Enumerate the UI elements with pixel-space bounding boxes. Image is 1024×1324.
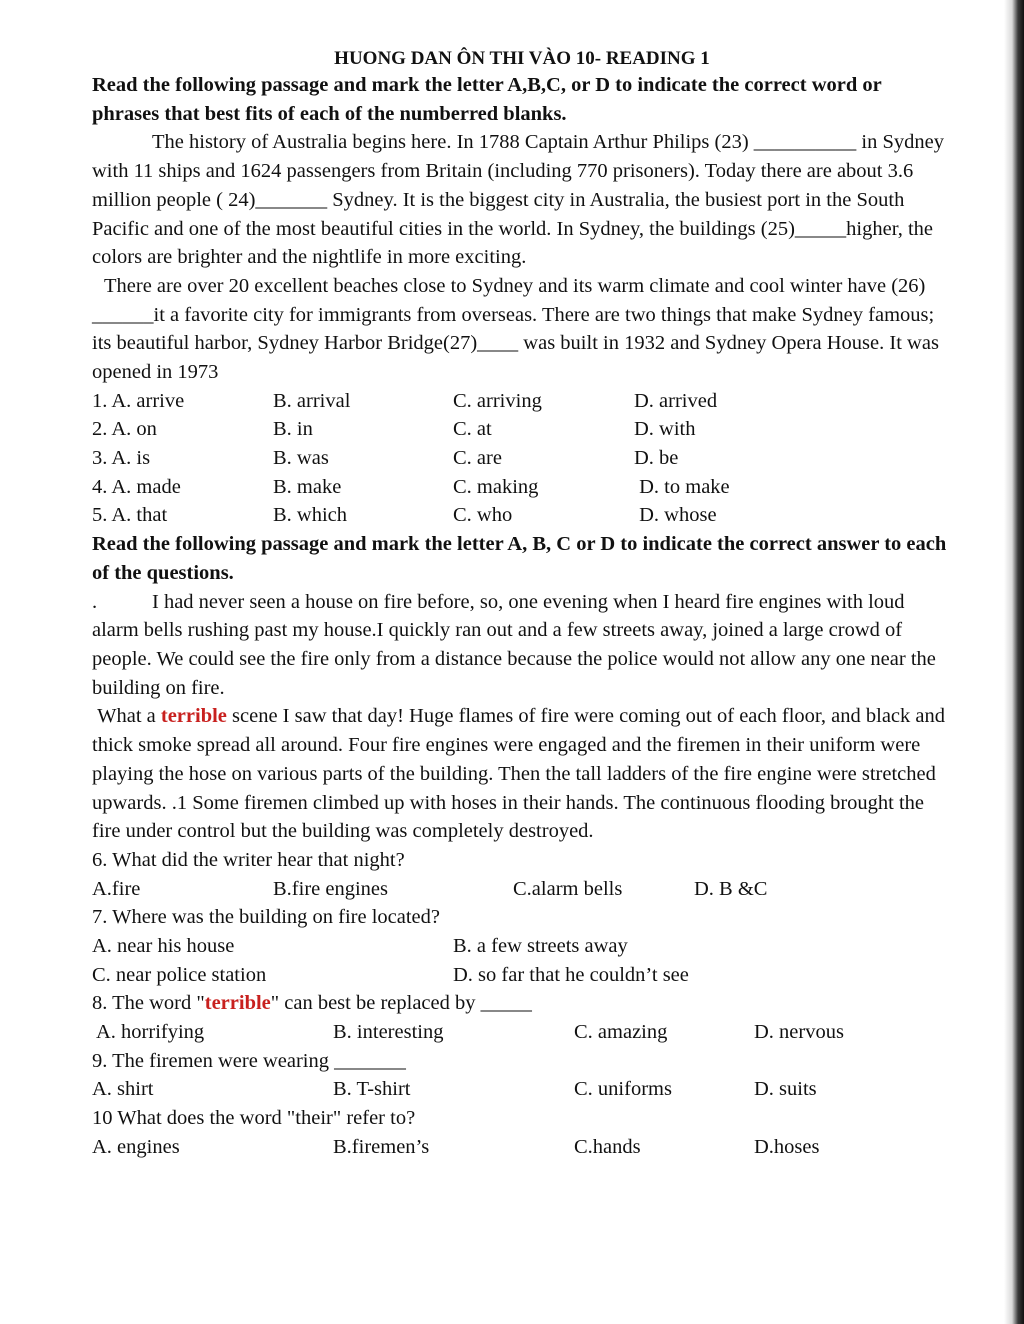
q8-option-a: A. horrifying [92,1021,205,1044]
highlighted-word-terrible: terrible [160,705,227,728]
option-row-5 [92,501,952,530]
q8-text-end: " can best be replaced by _____ [270,992,532,1015]
q10-option-a: A. engines [92,1135,180,1158]
option-row-1 [92,387,952,416]
q9-option-a: A. shirt [92,1078,154,1101]
option-row-3 [92,444,952,473]
q6-option-c: C.alarm bells [513,877,623,900]
question-10-options [92,1133,952,1162]
q7-option-a: A. near his house [92,935,235,957]
section1-instruction: Read the following passage and mark the letter A,B,C, or D to indicate the correct word or phrases that best fits of each of the numberred blanks. [92,74,882,125]
paragraph-2-start: What a [92,705,161,728]
option-4b: B. make [273,475,342,498]
option-4d: D. to make [634,475,730,498]
q7-option-d: D. so far that he couldn’t see [453,963,689,986]
option-1b: B. arrival [273,389,351,412]
option-5c: C. who [453,504,513,527]
question-8 [92,989,952,1018]
question-7-options-row-2 [92,961,952,990]
option-2d: D. with [634,418,696,441]
q6-option-a: A.fire [92,877,141,900]
section1-paragraph-1: The history of Australia begins here. In 1788 Captain Arthur Philips (23) __________ in Sydney with 11 ships and 1624 passengers from Britain (including 770 prisoners). Today there are about 3.6 million people ( 24)_______ Sydney. It is the biggest city in Australia, the busiest port in the South Pacific and one of the most beautiful cities in the world. In Sydney, the buildings (25)_____higher, the colors are brighter and the nightlife in more exciting. [92,131,945,269]
option-4c: C. making [453,475,539,498]
q8-option-b: B. interesting [333,1021,444,1044]
question-8-options [92,1018,952,1047]
page-edge-shadow [1004,0,1024,1324]
q8-highlighted-word: terrible [204,992,271,1015]
option-3b: B. was [273,447,329,470]
q7-option-c: C. near police station [92,963,267,986]
option-1a: 1. A. arrive [92,389,185,412]
option-4a: 4. A. made [92,475,181,498]
q8-option-c: C. amazing [574,1021,668,1044]
section2-paragraph-1 [92,588,952,703]
option-5b: B. which [273,504,348,527]
question-7-options-row-1 [92,932,952,961]
section2-paragraph-2 [92,702,952,846]
option-row-2 [92,415,952,444]
option-5d: D. whose [634,504,717,527]
q9-option-d: D. suits [754,1078,817,1101]
q7-option-b: B. a few streets away [453,935,628,957]
q8-text-start: 8. The word " [92,992,205,1015]
section1-paragraph-2: There are over 20 excellent beaches close to Sydney and its warm climate and cool winter have (26) ______it a favorite city for immigrants from overseas. There are two things that make Sydney famous; its beautiful harbor, Sydney Harbor Bridge(27)____ was built in 1932 and Sydney Opera House. It was opened in 1973 [92,274,939,384]
option-3a: 3. A. is [92,447,151,470]
q9-option-c: C. uniforms [574,1078,672,1101]
option-1c: C. arriving [453,389,542,412]
question-10: 10 What does the word "their" refer to? [92,1107,416,1130]
option-2a: 2. A. on [92,418,157,441]
leading-dot: . [92,590,98,613]
question-7: 7. Where was the building on fire located? [92,906,440,929]
q10-option-d: D.hoses [754,1135,820,1158]
question-6: 6. What did the writer hear that night? [92,848,405,871]
q6-option-d: D. B &C [694,877,768,900]
section1-options [92,387,952,530]
question-9-options [92,1075,952,1104]
section2-paragraph-1-text: I had never seen a house on fire before, so, one evening when I heard fire engines with loud alarm bells rushing past my house.I quickly ran out and a few streets away, joined a large crowd of people. We could see the fire only from a distance because the police would not allow any one near the building on fire. [92,590,936,699]
option-5a: 5. A. that [92,504,168,527]
q10-option-c: C.hands [574,1135,641,1158]
q10-option-b: B.firemen’s [333,1135,430,1158]
question-9: 9. The firemen were wearing _______ [92,1049,406,1072]
q9-option-b: B. T-shirt [333,1078,411,1101]
page-title: HUONG DAN ÔN THI VÀO 10- READING 1 [334,48,710,69]
section2-instruction: Read the following passage and mark the letter A, B, C or D to indicate the correct answer to each of the questions. [92,533,947,584]
option-2b: B. in [273,418,313,441]
q8-option-d: D. nervous [754,1021,844,1044]
document-content [92,47,952,1162]
q6-option-b: B.fire engines [273,877,388,900]
option-3d: D. be [634,447,679,470]
paragraph-2-rest: scene I saw that day! Huge flames of fire were coming out of each floor, and black and thick smoke spread all around. Four fire engines were engaged and the firemen in their uniform were playing the hose on various parts of the building. Then the tall ladders of the fire engine were stretched upwards. .1 Some firemen climbed up with hoses in their hands. The continuous flooding brought the fire under control but the building was completely destroyed. [92,705,951,843]
question-6-options [92,875,952,904]
option-1d: D. arrived [634,389,718,412]
option-2c: C. at [453,418,492,441]
option-3c: C. are [453,447,502,470]
option-row-4 [92,473,952,502]
